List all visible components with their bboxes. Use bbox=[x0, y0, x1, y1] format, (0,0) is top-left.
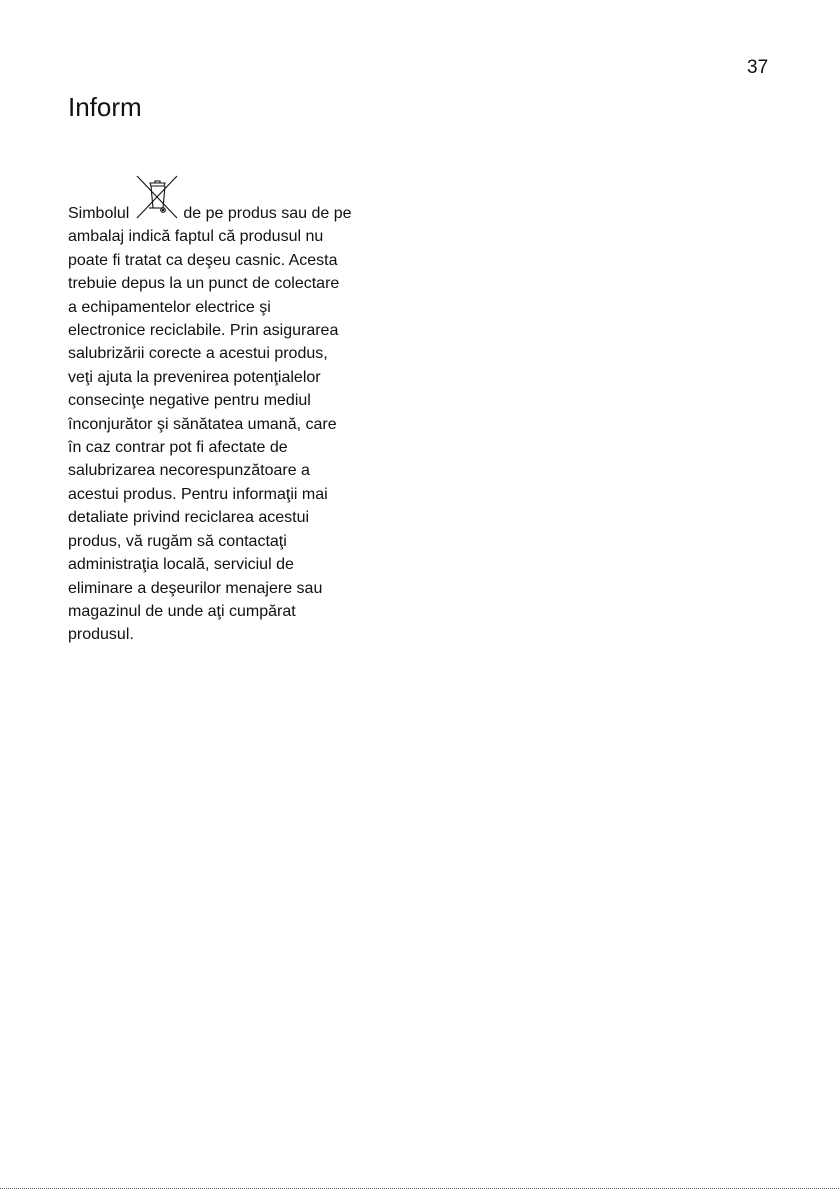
paragraph-line: înconjurător şi sănătatea umană, care bbox=[68, 415, 337, 433]
paragraph-line: eliminare a deşeurilor menajere sau bbox=[68, 579, 323, 597]
paragraph-line: administraţia locală, serviciul de bbox=[68, 556, 294, 574]
paragraph-line: a echipamentelor electrice şi bbox=[68, 298, 271, 316]
page-number: 37 bbox=[747, 57, 769, 78]
disposal-paragraph bbox=[68, 174, 413, 647]
crossed-out-wheelie-bin-icon bbox=[135, 174, 179, 220]
paragraph-line: veţi ajuta la prevenirea potenţialelor bbox=[68, 368, 321, 386]
paragraph-line: salubrizarea necorespunzătoare a bbox=[68, 462, 310, 480]
section-title: Inform bbox=[68, 92, 142, 122]
paragraph-line: produsul. bbox=[68, 626, 134, 644]
paragraph-line: trebuie depus la un punct de colectare bbox=[68, 275, 340, 293]
paragraph-line: electronice reciclabile. Prin asigurarea bbox=[68, 322, 339, 340]
paragraph-line: magazinul de unde aţi cumpărat bbox=[68, 602, 296, 620]
bottom-divider bbox=[0, 1188, 839, 1189]
paragraph-line: poate fi tratat ca deşeu casnic. Acesta bbox=[68, 251, 338, 269]
paragraph-line: ambalaj indică faptul că produsul nu bbox=[68, 228, 324, 246]
paragraph-line: acestui produs. Pentru informaţii mai bbox=[68, 485, 328, 503]
after-icon-text: de pe produs sau de pe bbox=[183, 205, 352, 222]
paragraph-line: detaliate privind reciclarea acestui bbox=[68, 509, 310, 527]
paragraph-line: salubrizării corecte a acestui produs, bbox=[68, 345, 328, 363]
lead-text: Simbolul bbox=[68, 205, 130, 222]
paragraph-line: consecinţe negative pentru mediul bbox=[68, 392, 311, 410]
paragraph-line: în caz contrar pot fi afectate de bbox=[68, 439, 288, 457]
first-line bbox=[68, 174, 413, 225]
paragraph-line: produs, vă rugăm să contactaţi bbox=[68, 532, 287, 550]
